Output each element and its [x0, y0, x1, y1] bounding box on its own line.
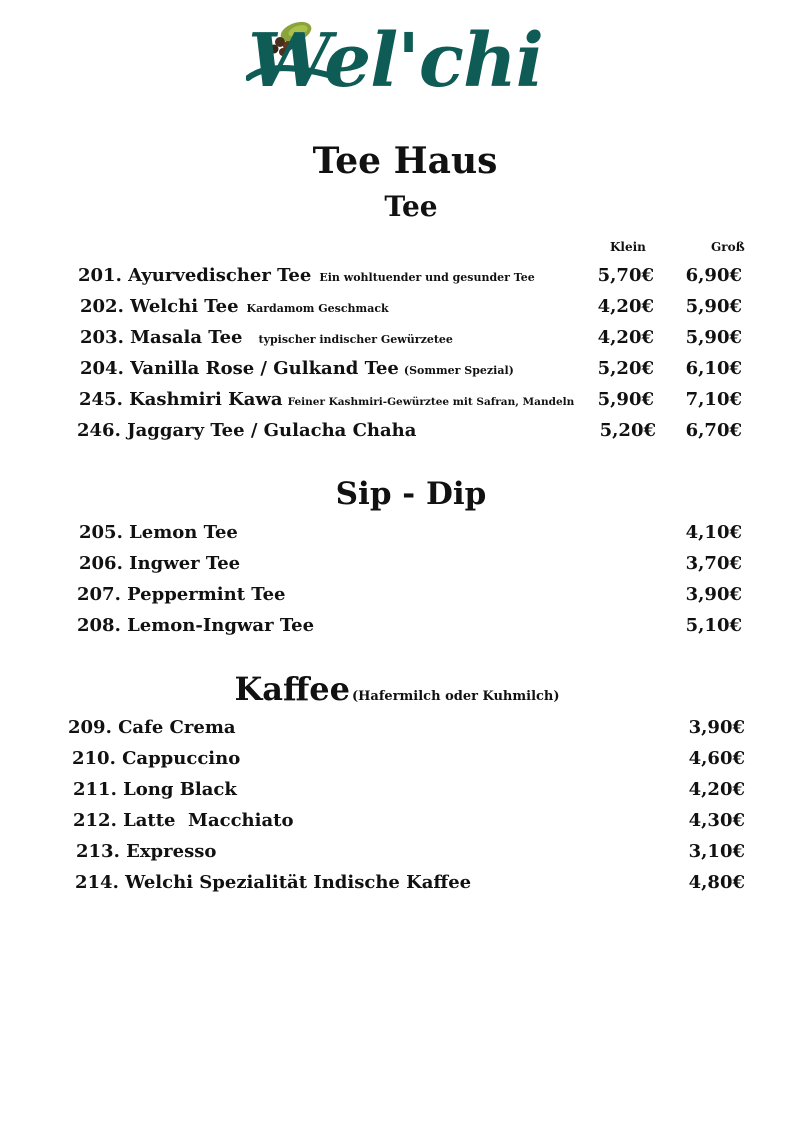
price-gross: 6,70€ — [685, 420, 742, 441]
item-name: 213. Expresso — [76, 841, 217, 862]
item-name: 205. Lemon Tee — [79, 522, 238, 543]
list-item — [0, 265, 794, 289]
list-item — [0, 810, 794, 834]
list-item — [0, 717, 794, 741]
item-price: 4,80€ — [688, 872, 745, 893]
item-description: (Sommer Spezial) — [403, 364, 514, 377]
list-item — [0, 779, 794, 803]
item-description: Feiner Kashmiri-Gewürztee mit Safran, Mandeln — [287, 396, 575, 408]
item-name: 207. Peppermint Tee — [77, 584, 286, 605]
price-klein: 4,20€ — [597, 327, 654, 348]
item-description: Ein wohltuender und gesunder Tee — [319, 271, 535, 284]
list-item — [0, 420, 794, 444]
price-gross: 5,90€ — [685, 296, 742, 317]
price-klein: 5,90€ — [597, 389, 654, 410]
section-title-sip-dip: Sip - Dip — [335, 476, 487, 512]
logo-text: Wel'chi — [248, 18, 543, 104]
item-name: 245. Kashmiri Kawa — [79, 389, 283, 410]
price-gross: 6,90€ — [685, 265, 742, 286]
item-name: 201. Ayurvedischer Tee — [78, 265, 312, 286]
list-item — [0, 553, 794, 577]
price-gross: 5,90€ — [685, 327, 742, 348]
price-klein: 5,20€ — [599, 420, 656, 441]
kaffee-title: Kaffee — [234, 670, 350, 708]
price-gross: 7,10€ — [685, 389, 742, 410]
list-item — [0, 841, 794, 865]
item-price: 3,90€ — [688, 717, 745, 738]
item-description: Kardamom Geschmack — [246, 302, 389, 315]
column-header-klein: Klein — [610, 240, 646, 254]
price-klein: 5,70€ — [597, 265, 654, 286]
list-item — [0, 748, 794, 772]
list-item — [0, 615, 794, 639]
item-description: typischer indischer Gewürzetee — [258, 333, 453, 346]
kaffee-note: (Hafermilch oder Kuhmilch) — [351, 689, 560, 704]
list-item — [0, 872, 794, 896]
item-name: 214. Welchi Spezialität Indische Kaffee — [75, 872, 472, 893]
list-item — [0, 584, 794, 608]
item-name: 209. Cafe Crema — [68, 717, 236, 738]
item-name: 203. Masala Tee — [80, 327, 243, 348]
section-title-tee: Tee — [384, 190, 438, 223]
item-price: 4,30€ — [688, 810, 745, 831]
item-name: 211. Long Black — [73, 779, 237, 800]
item-name: 202. Welchi Tee — [80, 296, 239, 317]
page-title: Tee Haus — [312, 140, 498, 182]
list-item — [0, 296, 794, 320]
item-name: 246. Jaggary Tee / Gulacha Chaha — [77, 420, 417, 441]
price-klein: 5,20€ — [597, 358, 654, 379]
list-item — [0, 327, 794, 351]
item-name: 212. Latte Macchiato — [73, 810, 294, 831]
item-price: 3,10€ — [688, 841, 745, 862]
item-name: 210. Cappuccino — [72, 748, 241, 769]
item-price: 3,90€ — [685, 584, 742, 605]
item-name: 204. Vanilla Rose / Gulkand Tee — [80, 358, 399, 379]
logo — [0, 10, 794, 135]
list-item — [0, 389, 794, 413]
price-klein: 4,20€ — [597, 296, 654, 317]
item-price: 4,10€ — [685, 522, 742, 543]
column-header-gross: Groß — [711, 240, 745, 254]
list-item — [0, 522, 794, 546]
item-price: 5,10€ — [685, 615, 742, 636]
list-item — [0, 358, 794, 382]
item-price: 4,60€ — [688, 748, 745, 769]
section-title-kaffee — [0, 670, 794, 708]
item-name: 206. Ingwer Tee — [79, 553, 241, 574]
item-price: 4,20€ — [688, 779, 745, 800]
item-name: 208. Lemon-Ingwar Tee — [77, 615, 315, 636]
price-gross: 6,10€ — [685, 358, 742, 379]
item-price: 3,70€ — [685, 553, 742, 574]
